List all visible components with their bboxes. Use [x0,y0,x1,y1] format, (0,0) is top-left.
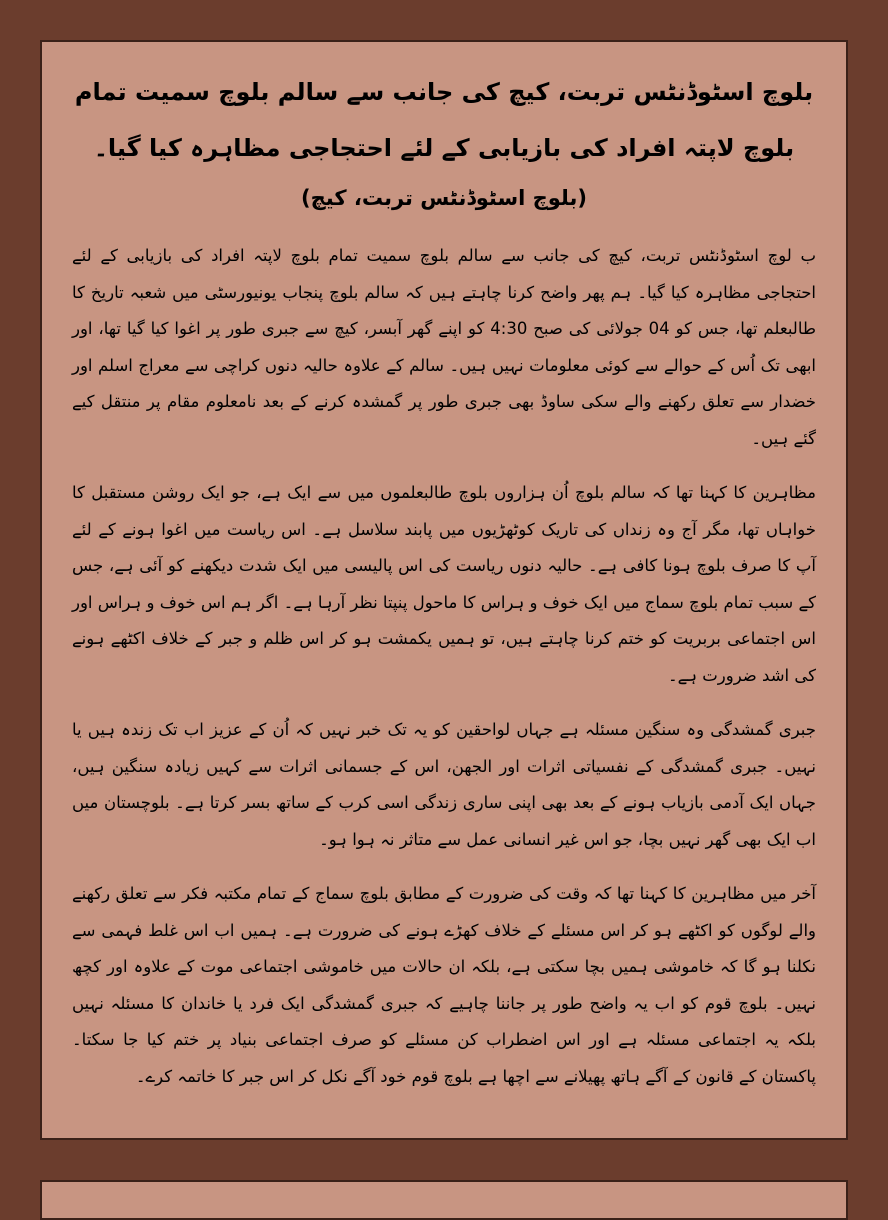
paragraph-3: جبری گمشدگی وہ سنگین مسئلہ ہے جہاں لواحقین کو یہ تک خبر نہیں کہ اُن کے عزیز اب تک زندہ ہیں یا نہیں۔ جبری گمشدگی کے نفسیاتی اثرات اور الجھن، اس کے جسمانی اثرات سے کہیں زیادہ سنگین ہیں، جہاں ایک آدمی بازیاب ہونے کے بعد بھی اپنی ساری زندگی اسی کرب کے ساتھ بسر کرتا ہے۔ بلوچستان میں اب ایک بھی گھر نہیں بچا، جو اس غیر انسانی عمل سے متاثر نہ ہوا ہو۔ [72,720,816,849]
paragraph-1: ب لوچ اسٹوڈنٹس تربت، کیچ کی جانب سے سالم بلوچ سمیت تمام بلوچ لاپتہ افراد کی بازیابی کے لئے احتجاجی مظاہرہ کیا گیا۔ ہم پھر واضح کرنا چاہتے ہیں کہ سالم بلوچ پنجاب یونیورسٹی میں شعبہ تاریخ کا طالبعلم تھا، جس کو 04 جولائی کی صبح 4:30 کو اپنے گھر آبسر، کیچ سے جبری طور پر اغوا کیا گیا تھا، اور ابھی تک اُس کے حوالے سے کوئی معلومات نہیں ہیں۔ سالم کے علاوہ حالیہ دنوں کراچی سے معراج اسلم اور خضدار سے تعلق رکھنے والے سکی ساوڈ بھی جبری طور پر گمشدہ کرنے کے بعد نامعلوم مقام پر منتقل کیے گئے ہیں۔ [72,246,816,448]
next-page-edge [40,1180,848,1220]
document-title: بلوچ اسٹوڈنٹس تربت، کیچ کی جانب سے سالم بلوچ سمیت تمام بلوچ لاپتہ افراد کی بازیابی کے لئے احتجاجی مظاہرہ کیا گیا۔ [74,78,814,162]
paragraph-4: آخر میں مظاہرین کا کہنا تھا کہ وقت کی ضرورت کے مطابق بلوچ سماج کے تمام مکتبہ فکر سے تعلق رکھنے والے لوگوں کو اکٹھے ہو کر اس مسئلے کے خلاف کھڑے ہونے کی ضرورت ہے۔ ہمیں اب اس غلط فہمی سے نکلنا ہو گا کہ خاموشی ہمیں بچا سکتی ہے، بلکہ ان حالات میں خاموشی اجتماعی موت کے علاوہ اور کچھ نہیں۔ بلوچ قوم کو اب یہ واضح طور پر جاننا چاہیے کہ جبری گمشدگی ایک فرد یا خاندان کا مسئلہ نہیں بلکہ یہ اجتماعی مسئلہ ہے اور اس اضطراب کن مسئلے کو صرف اجتماعی بنیاد پر ختم کیا جا سکتا۔ پاکستان کے قانون کے آگے ہاتھ پھیلانے سے اچھا ہے بلوچ قوم خود آگے نکل کر اس جبر کا خاتمہ کرے۔ [72,884,816,1086]
paragraph-2: مظاہرین کا کہنا تھا کہ سالم بلوچ اُن ہزاروں بلوچ طالبعلموں میں سے ایک ہے، جو ایک روشن مستقبل کا خواہاں تھا، مگر آج وہ زنداں کی تاریک کوٹھڑیوں میں پابند سلاسل ہے۔ اس ریاست میں اغوا ہونے کے لئے آپ کا صرف بلوچ ہونا کافی ہے۔ حالیہ دنوں ریاست کی اس پالیسی میں ایک شدت دیکھنے کو آئی ہے، جس کے سبب تمام بلوچ سماج میں ایک خوف و ہراس کا ماحول پنپتا نظر آرہا ہے۔ اگر ہم اس خوف و ہراس اور اس اجتماعی بربریت کو ختم کرنا چاہتے ہیں، تو ہمیں یکمشت ہو کر اس ظلم و جبر کے خلاف اکٹھے ہونے کی اشد ضرورت ہے۔ [72,483,816,685]
document-panel [40,40,848,1140]
document-subtitle: (بلوچ اسٹوڈنٹس تربت، کیچ) [301,186,587,210]
